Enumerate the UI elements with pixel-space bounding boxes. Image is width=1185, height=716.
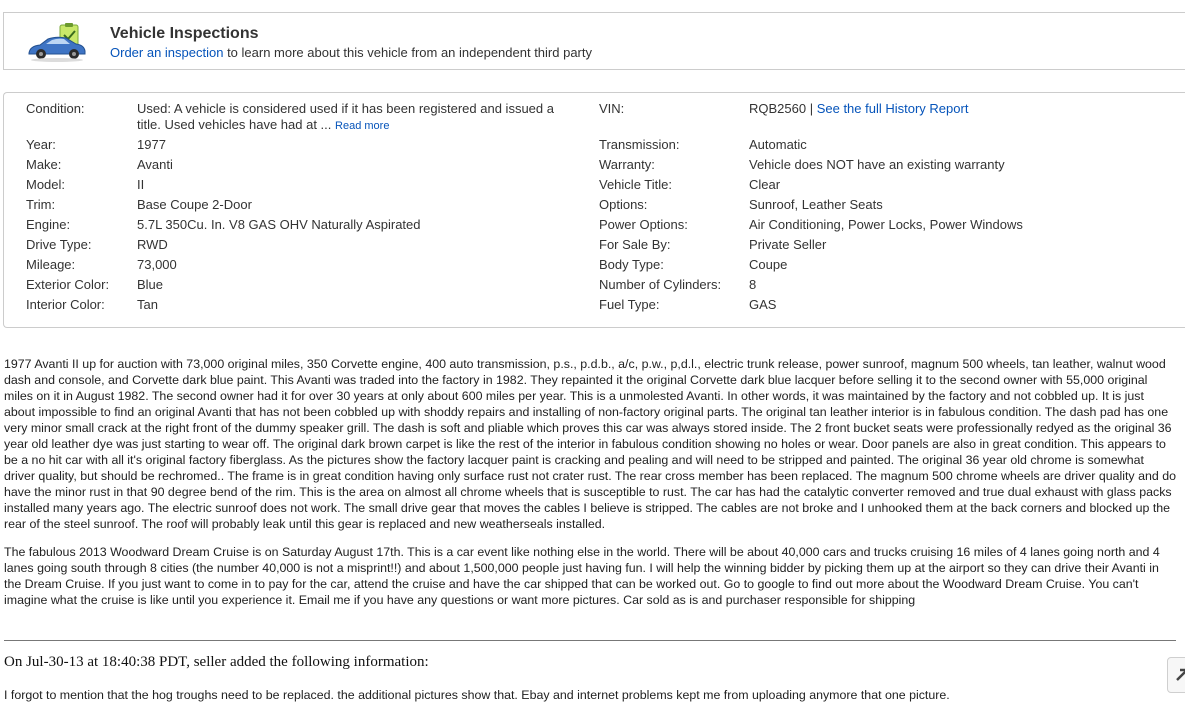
item-specifics — [3, 92, 1185, 328]
spec-row-vin — [599, 101, 1179, 137]
vehicle-inspections-banner — [3, 12, 1185, 70]
spec-value: Avanti — [137, 157, 173, 172]
scroll-top-button[interactable] — [1167, 657, 1185, 693]
spec-value: GAS — [749, 297, 777, 312]
spec-row-engine — [26, 217, 586, 237]
inspection-subtitle-text: to learn more about this vehicle from an independent third party — [223, 45, 592, 60]
spec-value: 5.7L 350Cu. In. V8 GAS OHV Naturally Aspirated — [137, 217, 421, 232]
spec-value: II — [137, 177, 145, 192]
spec-row-for-sale-by — [599, 237, 1179, 257]
spec-row-model — [26, 177, 586, 197]
spec-row-trim — [26, 197, 586, 217]
read-more-link[interactable]: Read more — [335, 120, 390, 132]
spec-label: Interior Color: — [26, 297, 105, 312]
seller-added-heading: On Jul-30-13 at 18:40:38 PDT, seller added the following information: — [4, 654, 429, 670]
spec-label: Model: — [26, 177, 66, 192]
spec-label: Options: — [599, 197, 648, 212]
inspection-title: Vehicle Inspections — [110, 25, 259, 42]
spec-label: Mileage: — [26, 257, 76, 272]
spec-label: Transmission: — [599, 137, 680, 152]
spec-row-drive-type — [26, 237, 586, 257]
spec-row-power-options — [599, 217, 1179, 237]
spec-value: Tan — [137, 297, 158, 312]
spec-row-condition — [26, 101, 586, 137]
spec-row-mileage — [26, 257, 586, 277]
spec-value: Coupe — [749, 257, 788, 272]
spec-label: VIN: — [599, 101, 625, 116]
spec-row-options — [599, 197, 1179, 217]
spec-label: Condition: — [26, 101, 85, 116]
spec-value: Clear — [749, 177, 781, 192]
spec-value: RWD — [137, 237, 168, 252]
spec-value: Automatic — [749, 137, 807, 152]
spec-label: Trim: — [26, 197, 56, 212]
spec-value: Sunroof, Leather Seats — [749, 197, 883, 212]
spec-row-year — [26, 137, 586, 157]
specs-left-column — [26, 101, 586, 317]
spec-label: Engine: — [26, 217, 71, 232]
spec-value — [137, 101, 567, 134]
spec-row-interior-color — [26, 297, 586, 317]
spec-label: Fuel Type: — [599, 297, 660, 312]
spec-label: Body Type: — [599, 257, 664, 272]
spec-value: Air Conditioning, Power Locks, Power Windows — [749, 217, 1023, 232]
spec-label: Power Options: — [599, 217, 688, 232]
description-paragraph: The fabulous 2013 Woodward Dream Cruise is on Saturday August 17th. This is a car event like nothing else in the world. There will be about 40,000 cars and trucks cruising 16 miles of 4 lanes going north and 4 lanes going south through 8 cities (the number 40,000 is not a misprint!!) and about 1,500,000 people just having fun. I will help the winning bidder by picking them up at the airport so they can drive their Avanti in the Dream Cruise. If you just want to come in to pay for the car, attend the cruise and have the car shipped that can be worked out. Go to google to find out more about the Woodward Dream Cruise. You can't imagine what the cruise is like until you experience it. Email me if you have any questions or want more pictures. Car sold as is and purchaser responsible for shipping — [4, 545, 1160, 607]
spec-value — [749, 101, 1169, 117]
description-paragraph: 1977 Avanti II up for auction with 73,000 original miles, 350 Corvette engine, 400 auto transmission, p.s., p.d.b., a/c, p.w., p,d.l., electric trunk release, power sunroof, magnum 500 wheels, tan leather, walnut wood dash and console, and Corvette dark blue paint. This Avanti was traded into the factory in 1982. They repainted it the original Corvette dark blue lacquer before selling it to the second owner with 55,000 original miles on it in August 1982. The second owner had it for over 30 years at only about 600 miles per year. This is a unmolested Avanti. In other words, it was maintained by the factory and not cobbled up. It is just about impossible to find an original Avanti that has not been cobbled up with shoddy repairs and installing of non-factory original parts. The original tan leather interior is in fabulous condition. The dash pad has one very minor small crack at the right front of the dummy speaker grill. The dash is soft and pliable which proves this car was always stored inside. The 2 front bucket seats were professionally redyed as the original 36 year old leather dye was just starting to wear off. The original dark brown carpet is like the rest of the interior in fabulous condition showing no holes or wear. Door panels are also in great condition. This appears to be a no hit car with all it's original factory fiberglass. As the pictures show the factory lacquer paint is cracking and pealing and will need to be stripped and painted. The original 36 year old chrome is somewhat driver quality, but should be rechromed.. The frame is in great condition having only surface rust not crater rust. The rear cross member has been replaced. The magnum 500 chrome wheels are driver quality and do have the minor rust in that 90 degree bend of the rim. This is the area on almost all chrome wheels that is susceptible to rust. The car has had the catalytic converter removed and true dual exhaust with glass packs installed many years ago. The electric sunroof does not work. The small drive gear that moves the cables I believe is stripped. The cables are not broke and I unhooked them at the back corners and blocked up the rear of the steel sunroof. The roof will probably leak until this gear is replaced and new weatherseals installed. — [4, 357, 1176, 531]
spec-row-transmission — [599, 137, 1179, 157]
spec-label: Year: — [26, 137, 56, 152]
order-inspection-link[interactable]: Order an inspection — [110, 45, 224, 60]
spec-value: Vehicle does NOT have an existing warranty — [749, 157, 1005, 172]
item-description — [4, 356, 1176, 620]
spec-row-make — [26, 157, 586, 177]
spec-label: For Sale By: — [599, 237, 671, 252]
spec-row-cylinders — [599, 277, 1179, 297]
spec-label: Exterior Color: — [26, 277, 110, 292]
scroll-top-icon — [1168, 658, 1185, 694]
spec-value: Base Coupe 2-Door — [137, 197, 252, 212]
spec-label: Number of Cylinders: — [599, 277, 722, 292]
vin-value: RQB2560 — [749, 101, 807, 116]
divider — [4, 640, 1176, 641]
spec-label: Make: — [26, 157, 62, 172]
spec-row-fuel-type — [599, 297, 1179, 317]
spec-value: Private Seller — [749, 237, 827, 252]
spec-value: 8 — [749, 277, 757, 292]
spec-row-warranty — [599, 157, 1179, 177]
spec-value: 73,000 — [137, 257, 177, 272]
condition-text: Used: A vehicle is considered used if it has been registered and issued a title. Used vehicles have had at ... — [137, 101, 554, 132]
spec-label: Drive Type: — [26, 237, 92, 252]
seller-added-text: I forgot to mention that the hog troughs need to be replaced. the additional pictures show that. Ebay and internet problems kept me from uploading anymore that one picture. — [4, 688, 950, 702]
spec-label: Vehicle Title: — [599, 177, 672, 192]
inspection-subtitle — [110, 45, 592, 60]
vin-separator: | — [806, 101, 817, 116]
spec-value: Blue — [137, 277, 164, 292]
specs-right-column — [599, 101, 1179, 317]
spec-row-exterior-color — [26, 277, 586, 297]
spec-value: 1977 — [137, 137, 166, 152]
spec-label: Warranty: — [599, 157, 655, 172]
history-report-link[interactable]: See the full History Report — [816, 101, 969, 116]
spec-row-body-type — [599, 257, 1179, 277]
spec-row-vehicle-title — [599, 177, 1179, 197]
car-inspection-icon — [26, 23, 88, 63]
